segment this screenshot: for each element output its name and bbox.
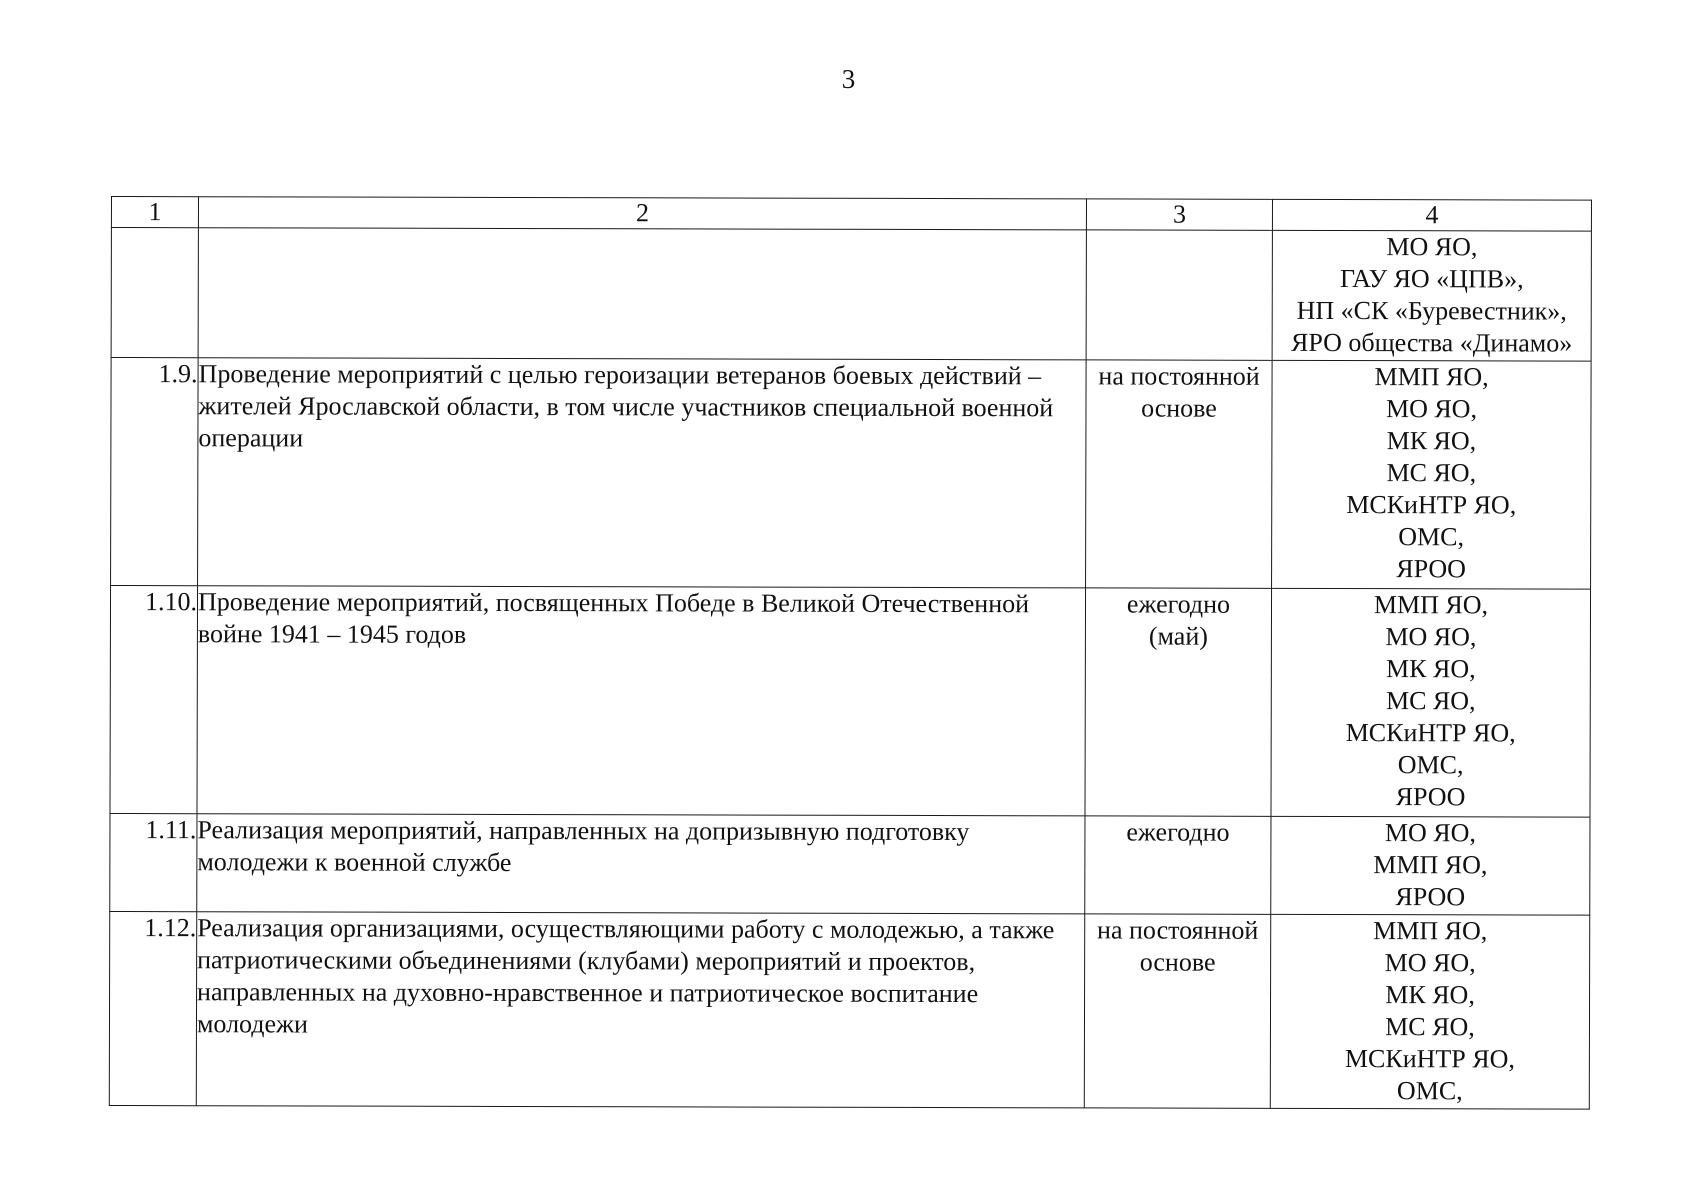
row-term	[1085, 588, 1272, 816]
executor: МО ЯО,	[1385, 394, 1478, 424]
executor: МО ЯО,	[1386, 232, 1478, 262]
row-description: Реализация организациями, осуществляющими работу с молодежью, а также патриотическими объединениями (клубами) мероприятий и проектов, направленных на духовно-нравственное и патриотическое воспитание молодежи	[196, 912, 1084, 1108]
term-line: основе	[1139, 947, 1216, 977]
executor: МС ЯО,	[1385, 686, 1476, 716]
executor: ОМС,	[1397, 750, 1464, 780]
executor: МС ЯО,	[1385, 1012, 1475, 1042]
table-row	[110, 586, 1591, 818]
row-executors	[1271, 588, 1591, 817]
executor: МС ЯО,	[1386, 458, 1477, 488]
activities-table	[109, 196, 1592, 1110]
executor: ММП ЯО,	[1373, 916, 1488, 946]
row-number	[111, 228, 198, 358]
header-col-3: 3	[1086, 199, 1272, 230]
row-executors	[1270, 914, 1589, 1109]
executor: МСКиНТР ЯО,	[1344, 1044, 1515, 1074]
row-term	[1084, 914, 1270, 1108]
term-line: ежегодно	[1126, 589, 1231, 619]
executor: ЯРОО	[1396, 554, 1466, 584]
executor: МСКиНТР ЯО,	[1346, 490, 1517, 520]
row-executors	[1272, 360, 1592, 589]
row-term	[1085, 816, 1271, 914]
executor: НП «СК «Буревестник»,	[1296, 295, 1567, 326]
executor: ОМС,	[1396, 1076, 1463, 1106]
executor: ЯРОО	[1395, 882, 1466, 912]
row-number: 1.11.	[110, 813, 197, 911]
executor: ОМС,	[1398, 522, 1465, 552]
row-description	[198, 228, 1086, 360]
table-header-row	[111, 197, 1591, 232]
row-term	[1086, 230, 1272, 360]
row-executors	[1272, 230, 1591, 361]
executor: ММП ЯО,	[1374, 362, 1489, 392]
row-number: 1.12.	[109, 911, 196, 1105]
row-term	[1086, 360, 1273, 588]
executor: МО ЯО,	[1384, 818, 1476, 848]
header-col-2: 2	[198, 197, 1086, 230]
header-col-1: 1	[111, 197, 198, 228]
table-row	[109, 911, 1589, 1109]
executor: МК ЯО,	[1386, 654, 1476, 684]
executor: МО ЯО,	[1385, 622, 1477, 652]
term-line: (май)	[1148, 621, 1208, 651]
header-col-4: 4	[1272, 199, 1591, 231]
page-number: 3	[841, 64, 856, 94]
term-line: ежегодно	[1126, 817, 1230, 847]
table-row	[110, 813, 1590, 915]
row-description: Проведение мероприятий с целью героизации ветеранов боевых действий – жителей Ярославской области, в том числе участников специальной военной операции	[198, 358, 1087, 588]
table-row	[111, 358, 1592, 590]
row-description: Реализация мероприятий, направленных на допризывную подготовку молодежи к военной службе	[197, 814, 1085, 914]
row-number: 1.10.	[110, 586, 198, 814]
term-line: на постоянной	[1097, 915, 1259, 945]
executor: ЯРОО	[1395, 782, 1466, 812]
executor: ЯРО общества «Динамо»	[1290, 327, 1573, 358]
executor: ГАУ ЯО «ЦПВ»,	[1339, 264, 1524, 294]
table-row	[111, 228, 1591, 362]
term-line: основе	[1141, 393, 1217, 423]
executor: МК ЯО,	[1386, 426, 1477, 456]
term-line: на постоянной	[1098, 361, 1260, 391]
row-description: Проведение мероприятий, посвященных Победе в Великой Отечественной войне 1941 – 1945 годов	[197, 586, 1086, 816]
executor: МО ЯО,	[1384, 948, 1476, 978]
row-executors	[1271, 816, 1590, 915]
row-number: 1.9.	[111, 358, 199, 586]
executor: МСКиНТР ЯО,	[1345, 718, 1516, 748]
executor: ММП ЯО,	[1373, 850, 1488, 880]
executor: МК ЯО,	[1385, 980, 1475, 1010]
executor: ММП ЯО,	[1373, 590, 1489, 620]
